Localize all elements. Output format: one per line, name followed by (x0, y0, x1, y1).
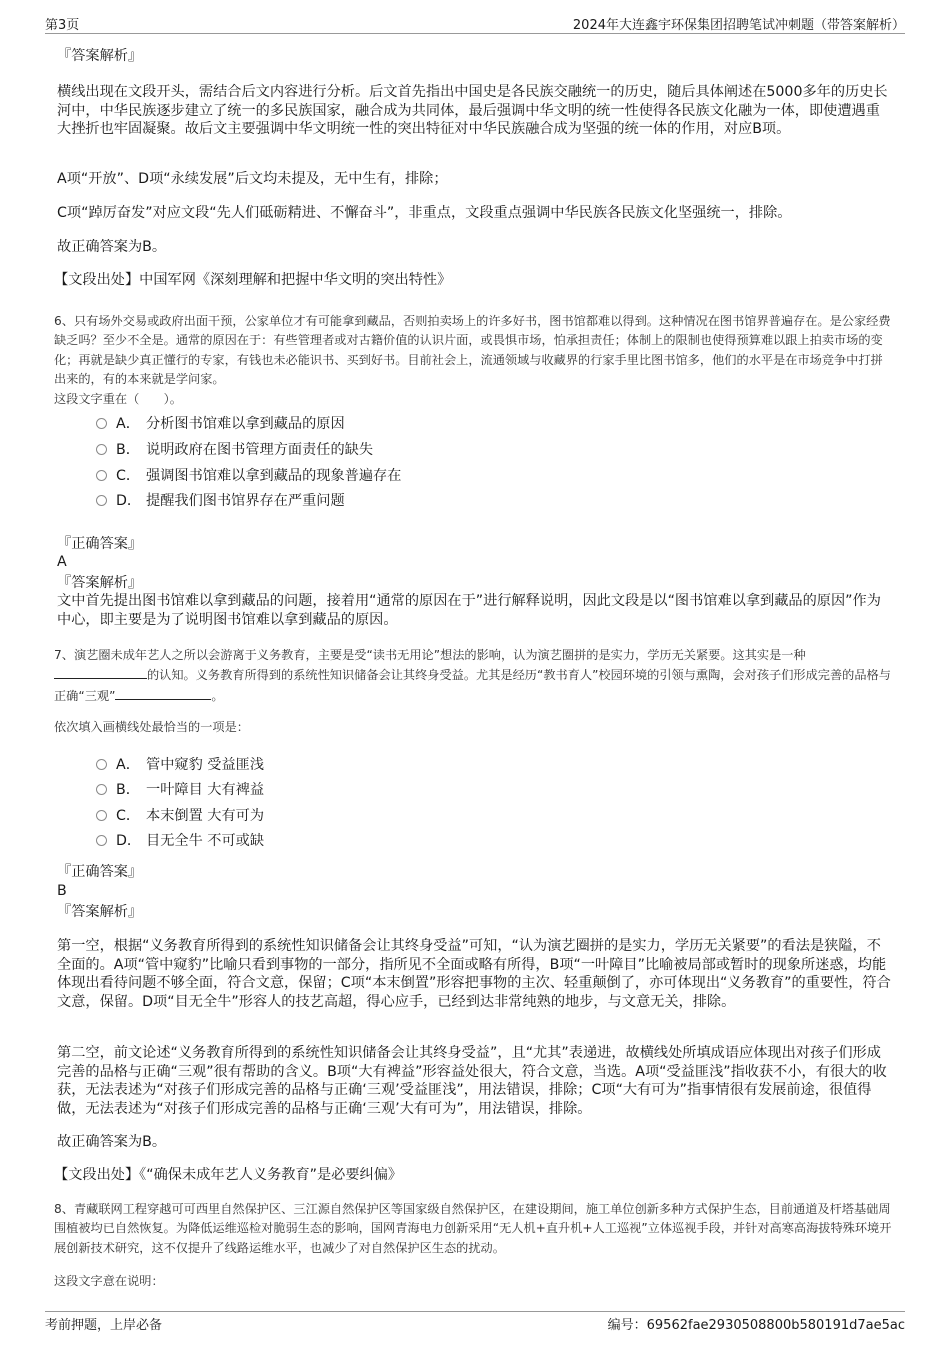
q8-prompt: 这段文字意在说明： (54, 1274, 164, 1288)
q7-option-a[interactable]: A． 管中窥豹 受益匪浅 (96, 755, 264, 775)
q7-answer: B (57, 883, 67, 899)
footer-slogan: 考前押题，上岸必备 (45, 1318, 163, 1333)
q6-answer: A (57, 554, 67, 570)
q5-source: 【文段出处】中国军网《深刻理解和把握中华文明的突出特性》 (54, 272, 452, 288)
q5-analysis-heading: 『答案解析』 (57, 48, 143, 64)
radio-icon[interactable] (96, 784, 107, 795)
blank-2 (115, 686, 211, 700)
q6-prompt: 这段文字重在（ ）。 (54, 392, 182, 406)
q7-option-b[interactable]: B． 一叶障目 大有裨益 (96, 780, 264, 800)
q7-answer-heading: 『正确答案』 (57, 864, 143, 880)
q8-stem: 8、青藏联网工程穿越可可西里自然保护区、三江源自然保护区等国家级自然保护区，在建设期间，施工单位创新多种方式保护生态，目前通道及杆塔基础周围植被均已自然恢复。为降低运维巡检对脆弱生态的影响，国网青海电力创新采用“无人机+直升机+人工巡视”立体巡视手段，并针对高寒高海拔特殊环境开展创新技术研究，这不仅提升了线路运维水平，也减少了对自然保护区生态的扰动。 (54, 1202, 892, 1255)
q6-answer-heading: 『正确答案』 (57, 536, 143, 552)
footer-divider (45, 1311, 905, 1312)
radio-icon[interactable] (96, 444, 107, 455)
q6-stem: 6、只有场外交易或政府出面干预，公家单位才有可能拿到藏品，否则拍卖场上的许多好书，图书馆都难以得到。这种情况在图书馆界普遍存在。是公家经费缺乏吗？至少不全是。通常的原因在于：有些管理者或对古籍价值的认识片面，或畏惧市场，怕承担责任；体制上的限制也使得预算难以跟上拍卖市场的变化；再就是缺少真正懂行的专家，有钱也未必能识书、买到好书。目前社会上，流通领域与收藏界的行家手里比图书馆多，他们的水平是在市场竞争中打拼出来的，有的本来就是学问家。 (54, 314, 891, 387)
q7-stem: 7、演艺圈未成年艺人之所以会游离于义务教育，主要是受“读书无用论”想法的影响，认为演艺圈拼的是实力，学历无关紧要。这其实是一种的认知。义务教育所得到的系统性知识储备会让其终身受益。尤其是经历“教书育人”校园环境的引领与熏陶，会对孩子们形成完善的品格与正确“三观” 。 (54, 648, 891, 703)
q6-option-b[interactable]: B． 说明政府在图书管理方面责任的缺失 (96, 440, 373, 460)
radio-icon[interactable] (96, 835, 107, 846)
document-title: 2024年大连鑫宇环保集团招聘笔试冲刺题（带答案解析） (572, 18, 905, 33)
blank-1 (54, 665, 147, 679)
q6-option-a[interactable]: A． 分析图书馆难以拿到藏品的原因 (96, 414, 345, 434)
q5-analysis-paragraph-1: 横线出现在文段开头，需结合后文内容进行分析。后文首先指出中国史是各民族交融统一的历史，随后具体阐述在5000多年的历史长河中，中华民族逐步建立了统一的多民族国家，融合成为共同体，最后强调中华文明的统一性使得各民族文化融为一体，即使遭遇重大挫折也牢固凝聚。故后文主要强调中华文明统一性的突出特征对中华民族融合成为坚强的统一体的作用，对应B项。 (57, 84, 888, 137)
q6-analysis-heading: 『答案解析』 (57, 575, 143, 591)
q7-source: 【文段出处】《“确保未成年艺人义务教育”是必要纠偏》 (54, 1167, 403, 1183)
q7-option-d[interactable]: D． 目无全牛 不可或缺 (96, 831, 264, 851)
q6-analysis: 文中首先提出图书馆难以拿到藏品的问题，接着用“通常的原因在于”进行解释说明，因此文段是以“图书馆难以拿到藏品的原因”作为中心，即主要是为了说明图书馆难以拿到藏品的原因。 (57, 593, 881, 628)
q7-conclusion: 故正确答案为B。 (57, 1134, 167, 1150)
radio-icon[interactable] (96, 810, 107, 821)
radio-icon[interactable] (96, 495, 107, 506)
q7-prompt: 依次填入画横线处最恰当的一项是： (54, 720, 249, 734)
q5-analysis-paragraph-2: A项“开放”、D项“永续发展”后文均未提及，无中生有，排除； (57, 171, 448, 187)
q7-analysis-heading: 『答案解析』 (57, 904, 143, 920)
q6-option-d[interactable]: D． 提醒我们图书馆界存在严重问题 (96, 491, 345, 511)
q6-option-c[interactable]: C． 强调图书馆难以拿到藏品的现象普遍存在 (96, 466, 401, 486)
radio-icon[interactable] (96, 759, 107, 770)
q7-analysis-paragraph-1: 第一空，根据“义务教育所得到的系统性知识储备会让其终身受益”可知，“认为演艺圈拼的是实力，学历无关紧要”的看法是狭隘，不全面的。A项“管中窥豹”比喻只看到事物的一部分，指所见不全面或略有所得，B项“一叶障目”比喻被局部或暂时的现象所迷惑，均能体现出看待问题不够全面，符合文意，保留；C项“本末倒置”形容把事物的主次、轻重颠倒了，亦可体现出“义务教育”的重要性，符合文意，保留。D项“目无全牛”形容人的技艺高超，得心应手，已经到达非常纯熟的地步，与文意无关，排除。 (57, 938, 891, 1010)
q7-analysis-paragraph-2: 第二空，前文论述“义务教育所得到的系统性知识储备会让其终身受益”，且“尤其”表递进，故横线处所填成语应体现出对孩子们形成完善的品格与正确“三观”很有帮助的含义。B项“大有裨益”形容益处很大，符合文意，当选。A项“受益匪浅”指收获不小，有很大的收获，无法表述为“对孩子们形成完善的品格与正确‘三观’受益匪浅”，用法错误，排除；C项“大有可为”指事情很有发展前途，很值得做，无法表述为“对孩子们形成完善的品格与正确‘三观’大有可为”，用法错误，排除。 (57, 1045, 887, 1117)
page-number: 第3页 (45, 18, 80, 33)
footer-document-id: 编号：69562fae2930508800b580191d7ae5ac (607, 1318, 905, 1333)
q7-option-c[interactable]: C． 本末倒置 大有可为 (96, 806, 264, 826)
radio-icon[interactable] (96, 470, 107, 481)
radio-icon[interactable] (96, 418, 107, 429)
q5-conclusion: 故正确答案为B。 (57, 239, 167, 255)
q5-analysis-paragraph-3: C项“踔厉奋发”对应文段“先人们砥砺精进、不懈奋斗”，非重点，文段重点强调中华民族各民族文化坚强统一，排除。 (57, 205, 792, 221)
header-divider (45, 33, 905, 34)
